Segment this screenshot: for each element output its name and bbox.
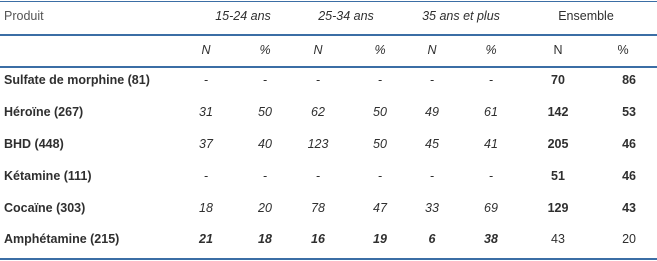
table-cell: 50 — [258, 105, 272, 119]
table-cell: 62 — [311, 105, 325, 119]
table-cell: - — [377, 73, 383, 87]
subheader-pct: % — [485, 43, 497, 57]
table-cell-total-pct: 20 — [622, 232, 636, 246]
table-cell: 6 — [428, 232, 436, 246]
table-cell: 61 — [484, 105, 498, 119]
table-cell: 18 — [199, 201, 213, 215]
table-cell: - — [429, 73, 435, 87]
row-label: Kétamine (111) — [4, 169, 92, 183]
table-cell: - — [262, 169, 268, 183]
table-cell: 50 — [373, 137, 387, 151]
table-cell: 78 — [311, 201, 325, 215]
table-cell-total-n: 51 — [551, 169, 565, 183]
table-top-rule — [0, 1, 657, 2]
table-cell-total-n: 142 — [547, 105, 569, 119]
table-cell: 69 — [484, 201, 498, 215]
row-label: Sulfate de morphine (81) — [4, 73, 150, 87]
table-cell: 21 — [199, 232, 213, 246]
table-cell: 45 — [425, 137, 439, 151]
table-cell: - — [429, 169, 435, 183]
subheader-pct: % — [374, 43, 386, 57]
row-label: Amphétamine (215) — [4, 232, 120, 246]
row-label: Cocaïne (303) — [4, 201, 86, 215]
table-cell: - — [203, 73, 209, 87]
table-cell-total-pct: 46 — [622, 137, 636, 151]
table-cell: - — [315, 73, 321, 87]
table-cell-total-pct: 86 — [622, 73, 636, 87]
table-cell: 40 — [258, 137, 272, 151]
table-cell-total-pct: 46 — [622, 169, 636, 183]
table-cell: 41 — [484, 137, 498, 151]
table-cell-total-n: 43 — [551, 232, 565, 246]
row-label: BHD (448) — [4, 137, 64, 151]
table-cell: - — [488, 73, 494, 87]
table-cell: 19 — [373, 232, 387, 246]
subheader-pct: % — [617, 43, 629, 57]
table-cell: - — [262, 73, 268, 87]
table-cell: 50 — [373, 105, 387, 119]
table-cell: - — [203, 169, 209, 183]
subheader-n: N — [201, 43, 211, 57]
header-produit: Produit — [4, 9, 44, 23]
table-cell: - — [315, 169, 321, 183]
subheader-n: N — [313, 43, 323, 57]
subheader-n: N — [553, 43, 563, 57]
table-cell: 31 — [199, 105, 213, 119]
table-cell: 16 — [311, 232, 325, 246]
subheader-n: N — [427, 43, 437, 57]
table-cell: - — [488, 169, 494, 183]
table-cell: 33 — [425, 201, 439, 215]
table-cell-total-pct: 53 — [622, 105, 636, 119]
header-group-25-34: 25-34 ans — [318, 9, 374, 23]
table-cell: 123 — [307, 137, 329, 151]
table-cell: 38 — [484, 232, 498, 246]
table-cell: 20 — [258, 201, 272, 215]
table-cell: 37 — [199, 137, 213, 151]
subheader-pct: % — [259, 43, 271, 57]
table-cell-total-n: 70 — [551, 73, 565, 87]
table-bottom-rule — [0, 258, 657, 260]
table-cell: 47 — [373, 201, 387, 215]
table-cell-total-n: 129 — [547, 201, 569, 215]
table-cell: 18 — [258, 232, 272, 246]
header-rule — [0, 34, 657, 36]
table-cell: - — [377, 169, 383, 183]
table-cell: 49 — [425, 105, 439, 119]
table-cell-total-pct: 43 — [622, 201, 636, 215]
header-group-ensemble: Ensemble — [558, 9, 614, 23]
table-cell-total-n: 205 — [547, 137, 569, 151]
header-group-35-plus: 35 ans et plus — [422, 9, 500, 23]
row-label: Héroïne (267) — [4, 105, 84, 119]
subheader-rule — [0, 66, 657, 68]
header-group-15-24: 15-24 ans — [215, 9, 271, 23]
